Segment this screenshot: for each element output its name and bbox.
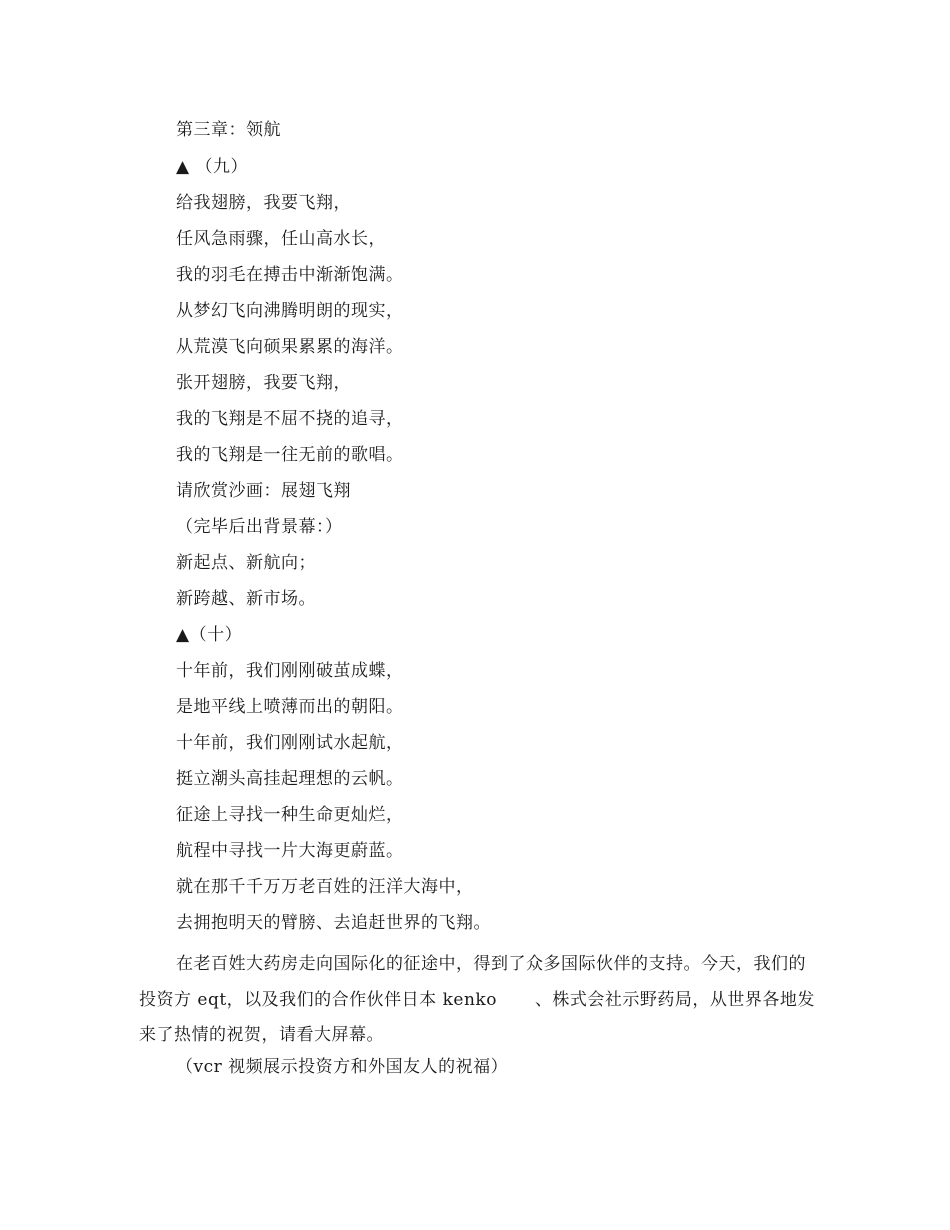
poem-line: 十年前，我们刚刚试水起航，: [176, 733, 404, 753]
poem-line: 挺立潮头高挂起理想的云帆。: [176, 769, 404, 789]
poem-line: 给我翅膀，我要飞翔，: [176, 193, 351, 213]
poem-line: 就在那千千万万老百姓的汪洋大海中，: [176, 877, 474, 897]
poem-line: 十年前，我们刚刚破茧成蝶，: [176, 661, 404, 681]
poem-line: 请欣赏沙画：展翅飞翔: [176, 481, 351, 501]
chapter-title: 第三章：领航: [176, 120, 281, 140]
paragraph-text-part1: 在老百姓大药房走向国际化的征途中，得到了众多国际伙伴的支持。今天，我们的投资方 eqt，以及我们的合作伙伴日本 kenko: [139, 954, 806, 1010]
poem-line: （完毕后出背景幕：）: [176, 517, 343, 537]
poem-line: 任风急雨骤，任山高水长，: [176, 229, 386, 249]
poem-line: ▲（十）: [176, 625, 243, 645]
poem-line: 我的羽毛在搏击中渐渐饱满。: [176, 265, 404, 285]
poem-line: 我的飞翔是一往无前的歌唱。: [176, 445, 404, 465]
body-paragraph: [139, 947, 819, 1054]
paragraph-text-part2: 、株式会社示野药局，从世界各地发来了热情的祝贺，请看大屏幕。: [139, 989, 815, 1045]
poem-line: 是地平线上喷薄而出的朝阳。: [176, 697, 404, 717]
vcr-note: （vcr 视频展示投资方和外国友人的祝福）: [176, 1057, 509, 1077]
poem-line: ▲ （九）: [176, 157, 248, 177]
poem-line: 张开翅膀，我要飞翔，: [176, 373, 351, 393]
poem-line: 去拥抱明天的臂膀、去追赶世界的飞翔。: [176, 913, 491, 933]
poem-line: 征途上寻找一种生命更灿烂，: [176, 805, 404, 825]
poem-line: 航程中寻找一片大海更蔚蓝。: [176, 841, 404, 861]
poem-line: 我的飞翔是不屈不挠的追寻，: [176, 409, 404, 429]
poem-line: 新跨越、新市场。: [176, 589, 316, 609]
poem-line: 新起点、新航向；: [176, 553, 316, 573]
poem-line: 从荒漠飞向硕果累累的海洋。: [176, 337, 404, 357]
poem-line: 从梦幻飞向沸腾明朗的现实，: [176, 301, 404, 321]
